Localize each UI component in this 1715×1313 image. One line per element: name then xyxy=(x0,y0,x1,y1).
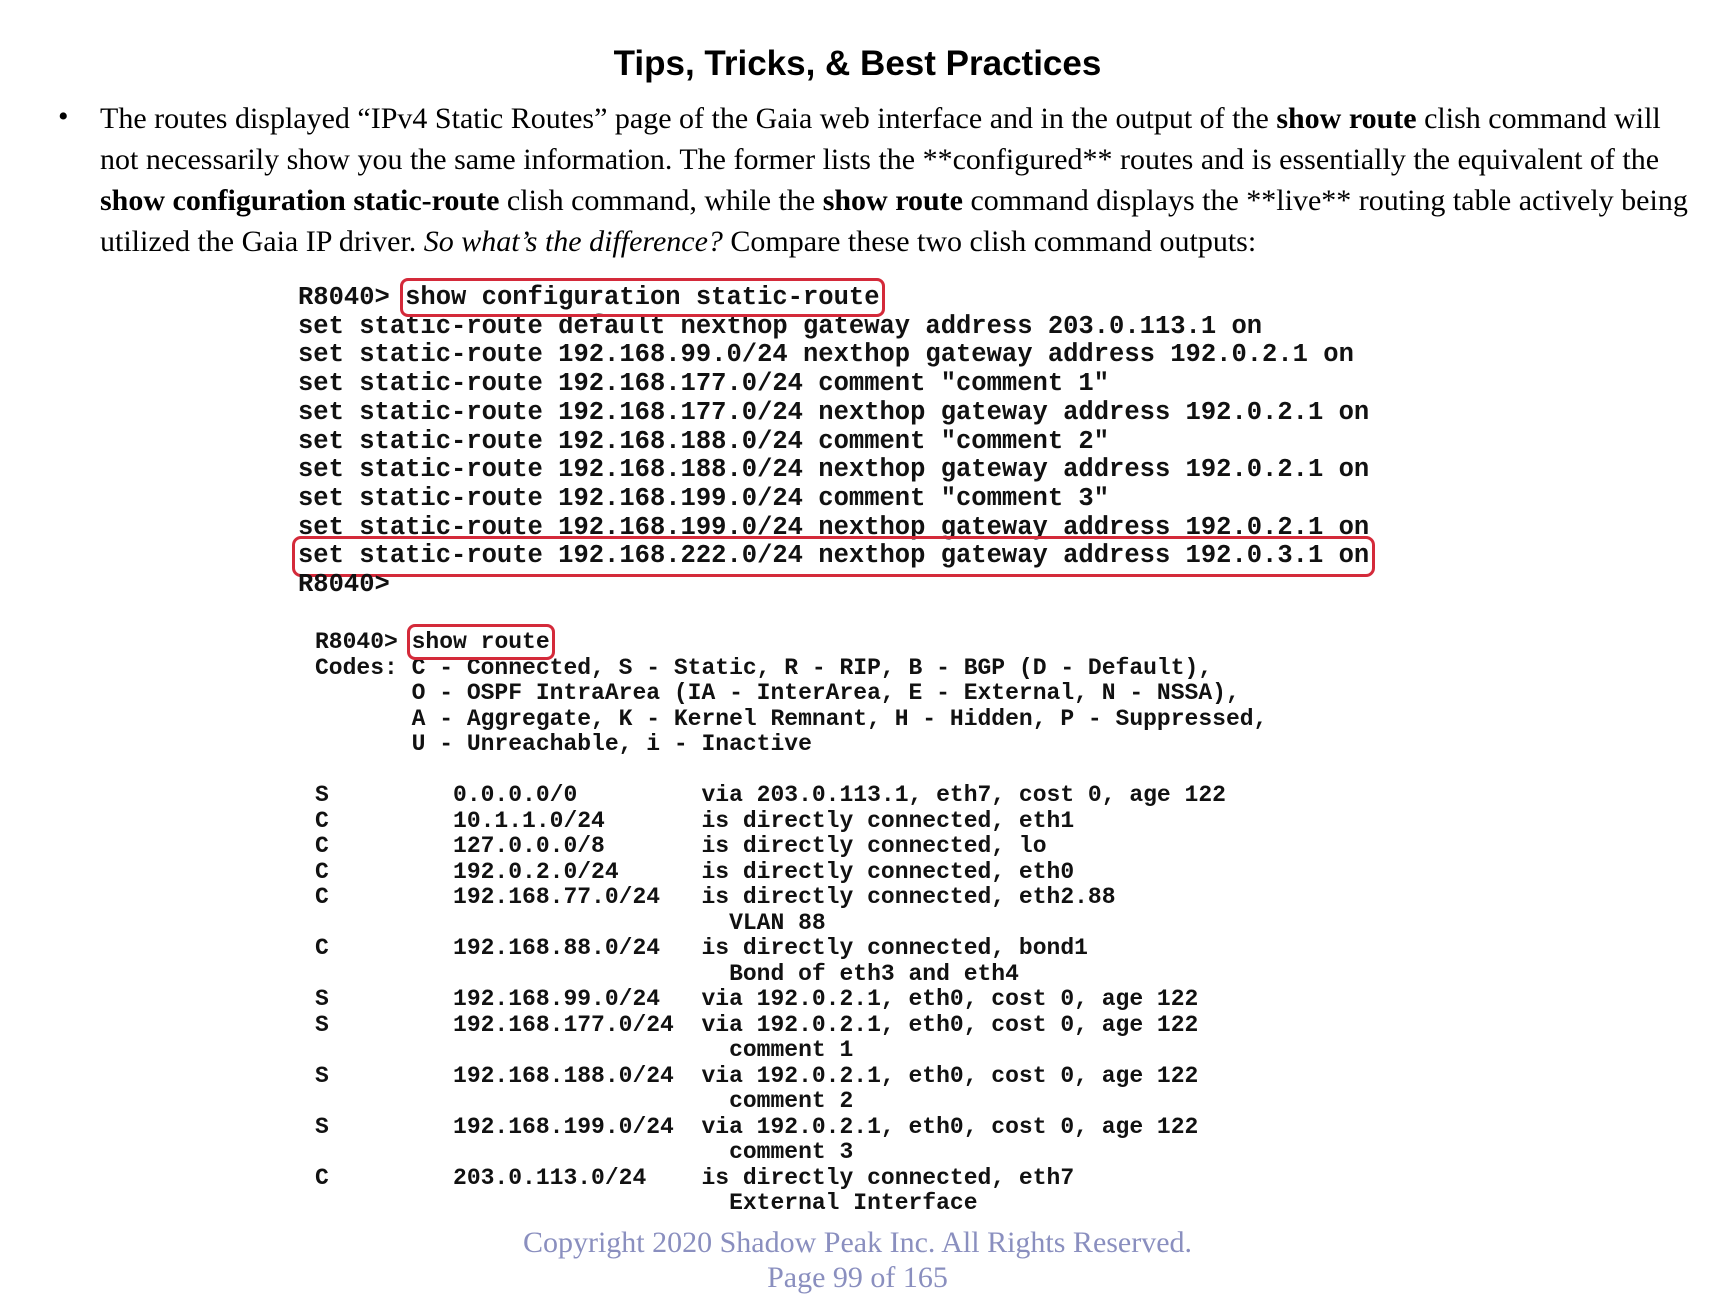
route-row: C 203.0.113.0/24 is directly connected, eth7 xyxy=(315,1164,1075,1191)
route-row: S 192.168.99.0/24 via 192.0.2.1, eth0, cost 0, age 122 xyxy=(315,986,1199,1012)
config-line: set static-route default nexthop gateway address 203.0.113.1 on xyxy=(298,311,1263,341)
config-command-highlight: show configuration static-route xyxy=(405,283,880,312)
route-command-highlight: show route xyxy=(411,629,550,655)
route-codes-line: Codes: C - Connected, S - Static, R - RIP, B - BGP (D - Default), xyxy=(315,654,1213,681)
para-bold-show-config: show configuration static-route xyxy=(100,184,500,217)
route-prompt: R8040> xyxy=(315,629,412,655)
para-italic-question: So what’s the difference? xyxy=(423,225,723,258)
route-row: C 10.1.1.0/24 is directly connected, eth1 xyxy=(315,807,1075,834)
config-line: set static-route 192.168.199.0/24 nexthop gateway address 192.0.2.1 on xyxy=(298,512,1370,542)
bullet-marker: • xyxy=(58,100,69,133)
para-bold-show-route-2: show route xyxy=(822,184,963,217)
route-row: comment 3 xyxy=(315,1139,854,1165)
config-line: set static-route 192.168.188.0/24 nexthop gateway address 192.0.2.1 on xyxy=(298,455,1370,485)
config-highlighted-line: set static-route 192.168.222.0/24 nexthop gateway address 192.0.3.1 on xyxy=(298,541,1370,571)
route-codes-line: U - Unreachable, i - Inactive xyxy=(315,731,812,757)
footer-copyright: Copyright 2020 Shadow Peak Inc. All Rights Reserved. xyxy=(522,1226,1193,1259)
route-row: S 192.168.177.0/24 via 192.0.2.1, eth0, cost 0, age 122 xyxy=(315,1011,1199,1038)
config-line: set static-route 192.168.177.0/24 nexthop gateway address 192.0.2.1 on xyxy=(298,397,1370,427)
route-row: S 192.168.199.0/24 via 192.0.2.1, eth0, cost 0, age 122 xyxy=(315,1113,1199,1140)
route-row: External Interface xyxy=(315,1190,978,1216)
route-row: C 192.168.88.0/24 is directly connected, bond1 xyxy=(315,935,1088,961)
route-row: comment 1 xyxy=(315,1037,854,1063)
config-end-prompt: R8040> xyxy=(298,570,390,600)
para-text-2: clish command will not necessarily show you the same information. The former lists the **configured** routes and is essentially the equivalent of the xyxy=(100,102,1661,176)
route-row: Bond of eth3 and eth4 xyxy=(315,960,1019,987)
config-line: set static-route 192.168.188.0/24 comment "comment 2" xyxy=(298,426,1110,456)
route-row: C 192.0.2.0/24 is directly connected, eth0 xyxy=(315,858,1075,885)
page-title: Tips, Tricks, & Best Practices xyxy=(613,44,1102,83)
para-text-5: Compare these two clish command outputs: xyxy=(722,225,1257,258)
config-line: set static-route 192.168.99.0/24 nexthop gateway address 192.0.2.1 on xyxy=(298,340,1354,370)
route-row: C 127.0.0.0/8 is directly connected, lo xyxy=(315,833,1047,859)
para-text-3: clish command, while the xyxy=(499,184,823,217)
route-output-block xyxy=(315,630,1267,1217)
para-text-4: command displays the **live** routing table actively being utilized the Gaia IP driver. xyxy=(100,184,1688,258)
route-codes-line: A - Aggregate, K - Kernel Remnant, H - Hidden, P - Suppressed, xyxy=(315,705,1268,732)
footer-page-number: Page 99 of 165 xyxy=(767,1261,948,1294)
para-text-1: The routes displayed “IPv4 Static Routes” page of the Gaia web interface and in the output of the xyxy=(100,102,1277,135)
route-row: VLAN 88 xyxy=(315,909,826,936)
route-row: comment 2 xyxy=(315,1088,854,1114)
config-line: set static-route 192.168.177.0/24 comment "comment 1" xyxy=(298,369,1110,399)
route-row: S 192.168.188.0/24 via 192.0.2.1, eth0, cost 0, age 122 xyxy=(315,1062,1199,1089)
body-paragraph xyxy=(100,98,1700,262)
route-row: C 192.168.77.0/24 is directly connected, eth2.88 xyxy=(315,884,1116,910)
route-row: S 0.0.0.0/0 via 203.0.113.1, eth7, cost 0, age 122 xyxy=(315,782,1226,808)
para-bold-show-route: show route xyxy=(1276,102,1417,135)
config-line: set static-route 192.168.199.0/24 comment "comment 3" xyxy=(298,483,1110,513)
route-codes-line: O - OSPF IntraArea (IA - InterArea, E - External, N - NSSA), xyxy=(315,680,1240,706)
config-output-block xyxy=(298,284,1369,600)
config-prompt: R8040> xyxy=(298,283,406,312)
